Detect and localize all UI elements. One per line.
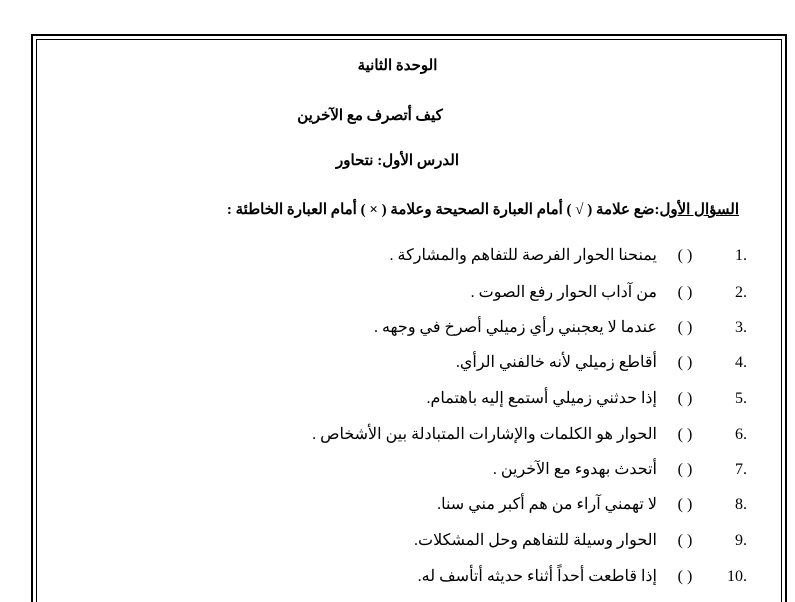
item-text: من آداب الحوار رفع الصوت .: [470, 284, 657, 301]
list-item: [147, 317, 747, 341]
item-number: 9.: [735, 532, 747, 549]
item-text: الحوار وسيلة للتفاهم وحل المشكلات.: [414, 532, 657, 549]
answer-blank[interactable]: ( ): [677, 319, 693, 336]
item-text: أقاطع زميلي لأنه خالفني الرأي.: [455, 354, 657, 371]
answer-blank[interactable]: ( ): [677, 496, 693, 513]
list-item: [147, 459, 747, 483]
list-item: [147, 282, 747, 306]
answer-blank[interactable]: ( ): [677, 568, 693, 585]
list-item: [147, 388, 747, 412]
answer-blank[interactable]: ( ): [677, 532, 693, 549]
item-number: 7.: [735, 461, 747, 478]
item-number: 6.: [735, 426, 747, 443]
question-label: السؤال الأول: [659, 202, 739, 218]
item-number: 8.: [735, 496, 747, 513]
answer-blank[interactable]: ( ): [677, 284, 693, 301]
item-text: لا تهمني آراء من هم أكبر مني سنا.: [437, 496, 657, 513]
list-item: [147, 245, 747, 269]
list-item: [147, 424, 747, 448]
item-text: إذا حدثني زميلي أستمع إليه باهتمام.: [426, 390, 657, 407]
list-item: [147, 494, 747, 518]
item-text: الحوار هو الكلمات والإشارات المتبادلة بين الأشخاص .: [312, 426, 657, 443]
question-text: :ضع علامة ( √ ) أمام العبارة الصحيحة وعلامة ( × ) أمام العبارة الخاطئة :: [226, 202, 660, 218]
item-text: إذا قاطعت أحداً أثناء حديثه أتأسف له.: [417, 568, 657, 585]
answer-blank[interactable]: ( ): [677, 426, 693, 443]
list-item: [147, 566, 747, 590]
item-text: عندما لا يعجبني رأي زميلي أصرخ في وجهه .: [373, 319, 657, 336]
answer-blank[interactable]: ( ): [677, 390, 693, 407]
item-number: 5.: [735, 390, 747, 407]
item-number: 2.: [735, 284, 747, 301]
item-number: 3.: [735, 319, 747, 336]
item-text: يمنحنا الحوار الفرصة للتفاهم والمشاركة .: [389, 247, 657, 264]
topic-title: كيف أتصرف مع الآخرين: [297, 108, 443, 124]
item-text: أتحدث بهدوء مع الآخرين .: [492, 461, 657, 478]
answer-blank[interactable]: ( ): [677, 354, 693, 371]
answer-blank[interactable]: ( ): [677, 461, 693, 478]
list-item: [147, 530, 747, 554]
question-instruction: [39, 200, 739, 219]
unit-title: الوحدة الثانية: [357, 58, 438, 74]
answer-blank[interactable]: ( ): [677, 247, 693, 264]
item-number: 4.: [735, 354, 747, 371]
lesson-title: الدرس الأول: نتحاور: [336, 153, 459, 169]
list-item: [147, 352, 747, 376]
item-number: 1.: [735, 247, 747, 264]
item-number: 10.: [727, 568, 747, 585]
